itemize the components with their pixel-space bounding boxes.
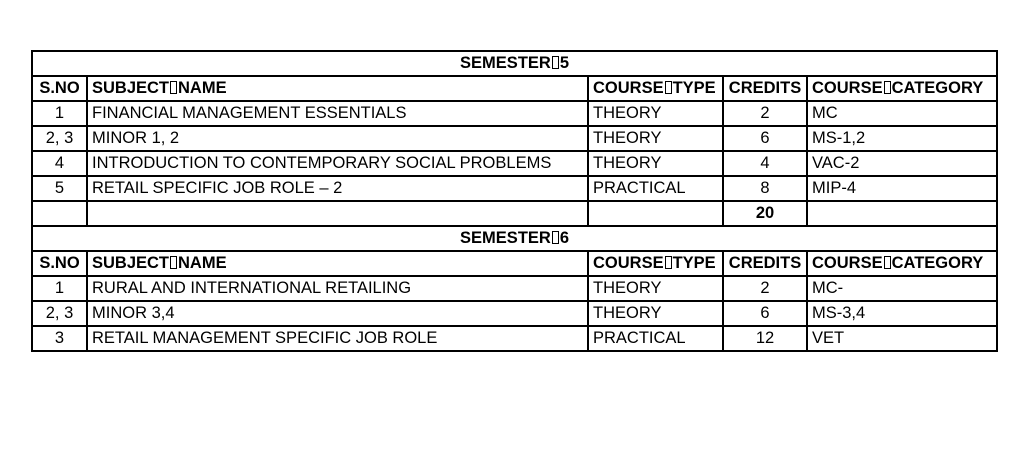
semester-title-row: [32, 51, 997, 76]
table-row: [32, 126, 997, 151]
cell-empty: [807, 201, 997, 226]
cell-credits: 4: [723, 151, 807, 176]
semester-title-number: 5: [559, 54, 570, 73]
cell-type: THEORY: [588, 151, 723, 176]
cell-empty: [87, 201, 588, 226]
cell-credits: 8: [723, 176, 807, 201]
header-sno: S.NO: [32, 76, 87, 101]
glyph-box: [884, 81, 891, 94]
header-subject-a: SUBJECT: [92, 79, 170, 98]
semester-title-number: 6: [559, 229, 570, 248]
header-sno: S.NO: [32, 251, 87, 276]
cell-sno: 1: [32, 276, 87, 301]
cell-credits: 2: [723, 276, 807, 301]
cell-subject: INTRODUCTION TO CONTEMPORARY SOCIAL PROBLEMS: [87, 151, 588, 176]
total-row: [32, 201, 997, 226]
header-subject-name: [87, 76, 588, 101]
glyph-box: [884, 256, 891, 269]
header-course-type: [588, 76, 723, 101]
cell-sno: 1: [32, 101, 87, 126]
semester-table: [31, 50, 998, 352]
cell-empty: [588, 201, 723, 226]
cell-category: MC-: [807, 276, 997, 301]
header-credits: CREDITS: [723, 251, 807, 276]
glyph-box: [552, 56, 559, 69]
cell-empty: [32, 201, 87, 226]
glyph-box: [170, 81, 177, 94]
cell-credits: 2: [723, 101, 807, 126]
total-credits: 20: [723, 201, 807, 226]
table-row: [32, 176, 997, 201]
glyph-box: [170, 256, 177, 269]
cell-subject: RURAL AND INTERNATIONAL RETAILING: [87, 276, 588, 301]
header-subject-b: NAME: [178, 254, 227, 273]
table-row: [32, 276, 997, 301]
semester-title-word: SEMESTER: [460, 54, 551, 73]
cell-category: VET: [807, 326, 997, 351]
glyph-box: [665, 256, 672, 269]
header-type-a: COURSE: [593, 254, 664, 273]
header-cat-b: CATEGORY: [891, 79, 984, 98]
cell-subject: MINOR 3,4: [87, 301, 588, 326]
cell-type: THEORY: [588, 126, 723, 151]
header-subject-b: NAME: [178, 79, 227, 98]
header-row: [32, 251, 997, 276]
table-row: [32, 301, 997, 326]
header-subject-a: SUBJECT: [92, 254, 170, 273]
header-course-category: [807, 76, 997, 101]
cell-sno: 5: [32, 176, 87, 201]
cell-type: THEORY: [588, 276, 723, 301]
cell-credits: 6: [723, 301, 807, 326]
cell-category: MIP-4: [807, 176, 997, 201]
semester-title: [32, 226, 997, 251]
glyph-box: [552, 231, 559, 244]
cell-category: VAC-2: [807, 151, 997, 176]
header-cat-b: CATEGORY: [891, 254, 984, 273]
cell-type: PRACTICAL: [588, 326, 723, 351]
cell-type: PRACTICAL: [588, 176, 723, 201]
cell-subject: FINANCIAL MANAGEMENT ESSENTIALS: [87, 101, 588, 126]
cell-credits: 6: [723, 126, 807, 151]
table-row: [32, 151, 997, 176]
semester-title-word: SEMESTER: [460, 229, 551, 248]
cell-category: MS-1,2: [807, 126, 997, 151]
cell-sno: 3: [32, 326, 87, 351]
semester-title: [32, 51, 997, 76]
cell-sno: 2, 3: [32, 126, 87, 151]
header-type-b: TYPE: [672, 254, 716, 273]
header-course-type: [588, 251, 723, 276]
cell-sno: 2, 3: [32, 301, 87, 326]
header-subject-name: [87, 251, 588, 276]
header-cat-a: COURSE: [812, 79, 883, 98]
cell-sno: 4: [32, 151, 87, 176]
glyph-box: [665, 81, 672, 94]
cell-subject: RETAIL SPECIFIC JOB ROLE – 2: [87, 176, 588, 201]
header-credits: CREDITS: [723, 76, 807, 101]
table-row: [32, 326, 997, 351]
cell-type: THEORY: [588, 101, 723, 126]
header-type-b: TYPE: [672, 79, 716, 98]
cell-subject: RETAIL MANAGEMENT SPECIFIC JOB ROLE: [87, 326, 588, 351]
cell-credits: 12: [723, 326, 807, 351]
cell-type: THEORY: [588, 301, 723, 326]
header-course-category: [807, 251, 997, 276]
header-cat-a: COURSE: [812, 254, 883, 273]
table-row: [32, 101, 997, 126]
semester-title-row: [32, 226, 997, 251]
header-type-a: COURSE: [593, 79, 664, 98]
cell-category: MS-3,4: [807, 301, 997, 326]
header-row: [32, 76, 997, 101]
cell-subject: MINOR 1, 2: [87, 126, 588, 151]
cell-category: MC: [807, 101, 997, 126]
